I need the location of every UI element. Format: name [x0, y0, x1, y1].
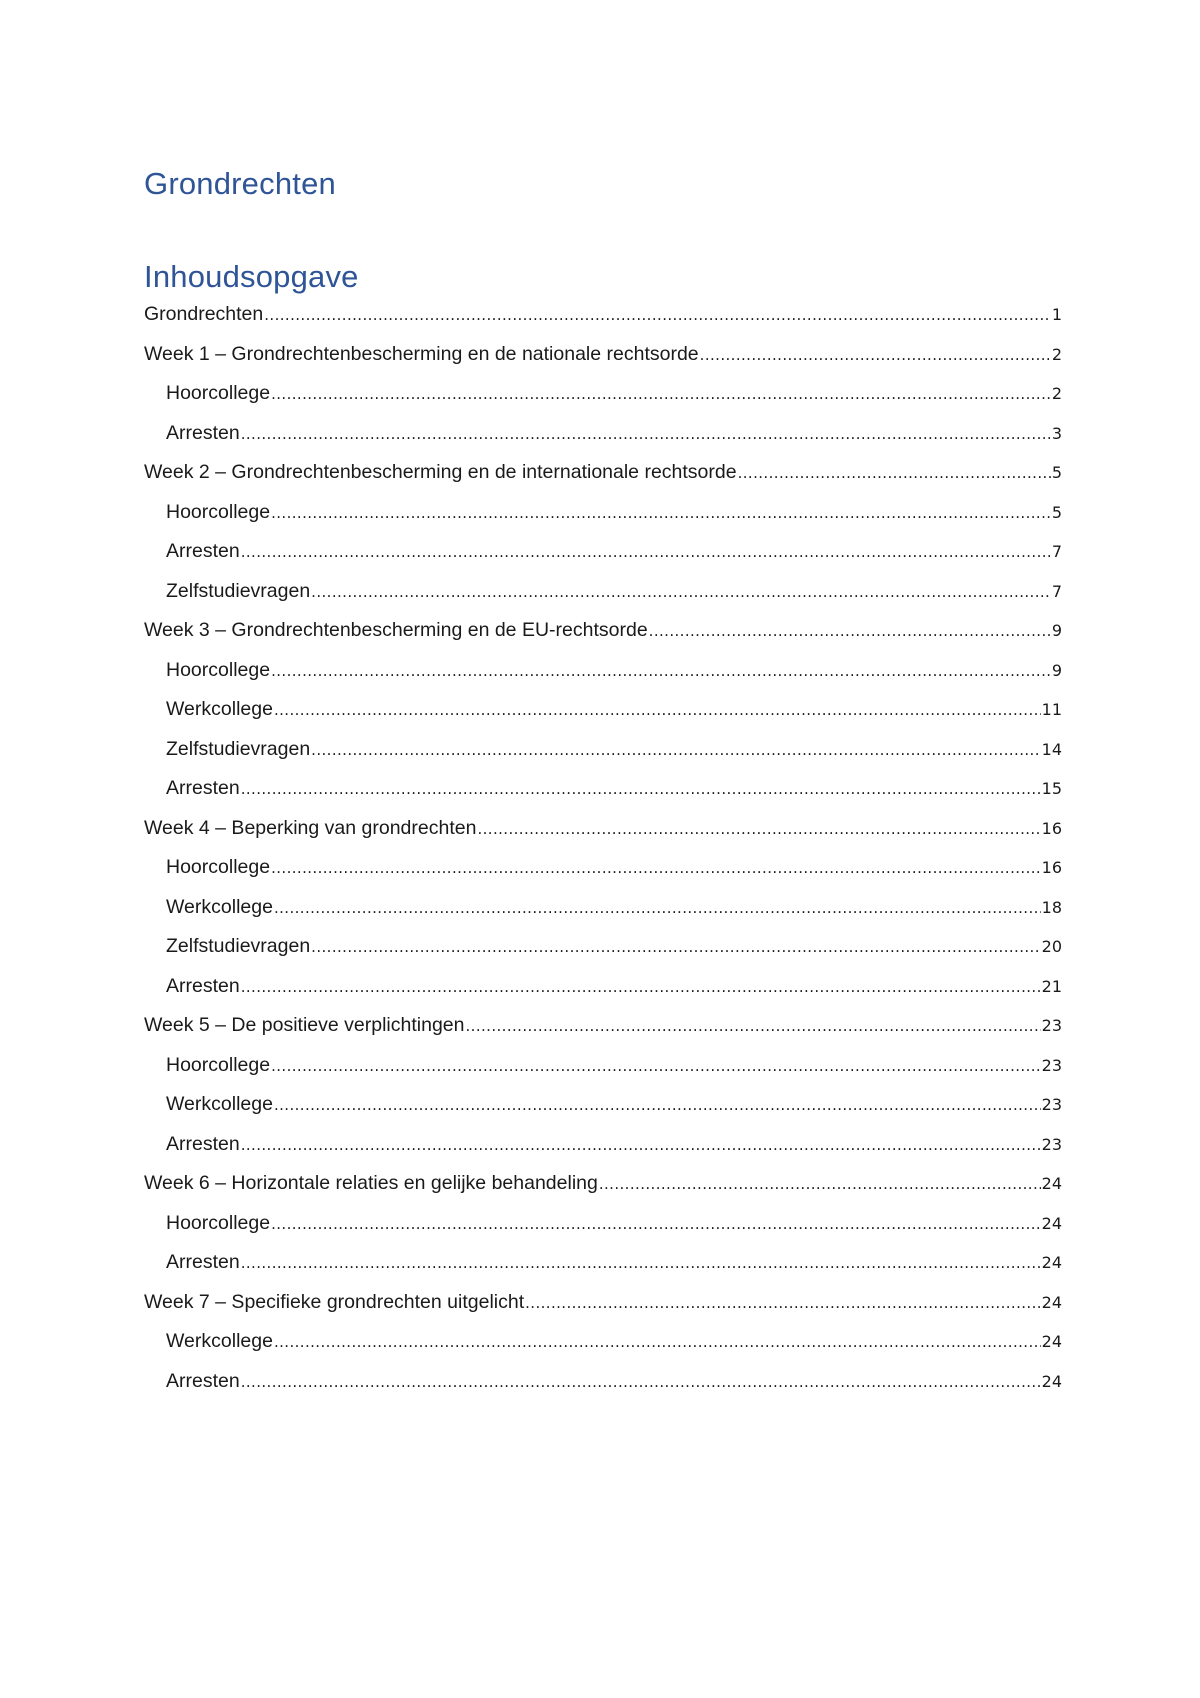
toc-dot-leader [525, 1286, 1041, 1319]
toc-dot-leader [311, 575, 1051, 608]
toc-dot-leader [477, 812, 1040, 845]
toc-page-number: 7 [1051, 581, 1062, 601]
toc-entry-text: Week 7 – Specifieke grondrechten uitgelicht [144, 1290, 525, 1313]
toc-page-number: 1 [1051, 305, 1062, 324]
toc-entry-week[interactable] [144, 456, 1062, 496]
toc-entry-subsection[interactable] [144, 654, 1062, 694]
toc-entry-subsection[interactable] [144, 772, 1062, 812]
toc-page-number: 23 [1041, 1016, 1062, 1035]
toc-entry-week[interactable] [144, 1167, 1062, 1207]
toc-entry-subsection[interactable] [144, 1088, 1062, 1128]
toc-entry-text: Arresten [166, 421, 240, 444]
toc-entry-text: Zelfstudievragen [166, 935, 311, 957]
toc-page-number: 16 [1041, 818, 1062, 838]
table-of-contents [144, 298, 1062, 1404]
toc-entry-subsection[interactable] [144, 891, 1062, 931]
toc-entry-subsection[interactable] [144, 1325, 1062, 1365]
toc-entry-text: Week 5 – De positieve verplichtingen [144, 1014, 465, 1036]
toc-entry-text: Hoorcollege [166, 856, 271, 878]
toc-page-number: 24 [1041, 1174, 1062, 1193]
toc-entry-subsection[interactable] [144, 1049, 1062, 1089]
toc-page-number: 24 [1041, 1371, 1062, 1391]
toc-page-number: 23 [1041, 1055, 1062, 1075]
toc-entry-subsection[interactable] [144, 733, 1062, 773]
toc-entry-subsection[interactable] [144, 693, 1062, 733]
toc-entry-text: Week 3 – Grondrechtenbescherming en de EU-rechtsorde [144, 619, 648, 641]
toc-entry-text: Werkcollege [166, 895, 273, 918]
toc-dot-leader [274, 1088, 1041, 1121]
toc-entry-text: Week 4 – Beperking van grondrechten [144, 816, 477, 839]
toc-dot-leader [271, 496, 1051, 529]
toc-dot-leader [271, 377, 1051, 410]
toc-entry-subsection[interactable] [144, 1128, 1062, 1168]
toc-dot-leader [311, 733, 1040, 766]
toc-entry-subsection[interactable] [144, 496, 1062, 536]
toc-page-number: 24 [1041, 1253, 1062, 1272]
toc-dot-leader [241, 1365, 1041, 1398]
toc-dot-leader [274, 693, 1041, 726]
toc-dot-leader [241, 970, 1041, 1003]
toc-entry-week[interactable] [144, 1009, 1062, 1049]
toc-entry-text: Week 2 – Grondrechtenbescherming en de internationale rechtsorde [144, 461, 737, 483]
toc-page-number: 20 [1041, 937, 1062, 956]
toc-entry-text: Arresten [166, 1251, 240, 1273]
toc-page-number: 7 [1051, 542, 1062, 561]
toc-entry-subsection[interactable] [144, 1246, 1062, 1286]
toc-dot-leader [465, 1009, 1040, 1042]
toc-dot-leader [241, 772, 1041, 805]
toc-entry-week[interactable] [144, 812, 1062, 852]
toc-page-number: 3 [1051, 423, 1062, 443]
toc-entry-week[interactable] [144, 338, 1062, 378]
toc-entry-subsection[interactable] [144, 417, 1062, 457]
toc-entry-text: Arresten [166, 974, 240, 997]
toc-entry-subsection[interactable] [144, 930, 1062, 970]
toc-entry-subsection[interactable] [144, 970, 1062, 1010]
toc-entry-subsection[interactable] [144, 1207, 1062, 1247]
toc-dot-leader [599, 1167, 1041, 1200]
toc-entry-week[interactable] [144, 1286, 1062, 1326]
toc-dot-leader [274, 891, 1041, 924]
toc-dot-leader [271, 654, 1051, 687]
toc-entry-text: Arresten [166, 777, 240, 799]
toc-page-number: 24 [1041, 1332, 1062, 1351]
toc-entry-text: Arresten [166, 1369, 240, 1392]
toc-entry-text: Zelfstudievragen [166, 579, 311, 602]
toc-entry-text: Hoorcollege [166, 1053, 271, 1076]
toc-entry-text: Hoorcollege [166, 1211, 271, 1234]
toc-page-number: 11 [1041, 700, 1062, 719]
toc-entry-text: Week 1 – Grondrechtenbescherming en de nationale rechtsorde [144, 342, 699, 365]
toc-dot-leader [700, 338, 1051, 371]
toc-entry-subsection[interactable] [144, 851, 1062, 891]
toc-dot-leader [241, 417, 1051, 450]
toc-dot-leader [271, 851, 1041, 884]
toc-entry-week[interactable] [144, 614, 1062, 654]
toc-page-number: 5 [1051, 463, 1062, 482]
toc-dot-leader [241, 1128, 1041, 1161]
toc-dot-leader [649, 614, 1051, 647]
toc-entry-week[interactable] [144, 298, 1062, 338]
toc-page-number: 24 [1041, 1213, 1062, 1233]
toc-page-number: 16 [1041, 858, 1062, 877]
toc-page-number: 2 [1051, 344, 1062, 364]
toc-entry-text: Grondrechten [144, 303, 264, 325]
toc-dot-leader [738, 456, 1051, 489]
toc-entry-text: Hoorcollege [166, 500, 271, 523]
toc-page-number: 23 [1041, 1134, 1062, 1154]
toc-page-number: 21 [1041, 976, 1062, 996]
toc-entry-text: Zelfstudievragen [166, 737, 311, 760]
toc-entry-subsection[interactable] [144, 377, 1062, 417]
toc-page-number: 9 [1051, 621, 1062, 640]
toc-entry-text: Week 6 – Horizontale relaties en gelijke behandeling [144, 1172, 598, 1194]
toc-dot-leader [271, 1049, 1041, 1082]
toc-dot-leader [274, 1325, 1041, 1358]
toc-page-number: 23 [1041, 1095, 1062, 1114]
toc-dot-leader [241, 1246, 1041, 1279]
toc-entry-text: Hoorcollege [166, 382, 271, 404]
toc-page-number: 15 [1041, 779, 1062, 798]
toc-entry-text: Werkcollege [166, 1330, 273, 1352]
toc-entry-text: Hoorcollege [166, 658, 271, 681]
toc-page-number: 2 [1051, 384, 1062, 403]
toc-entry-text: Arresten [166, 1132, 240, 1155]
toc-page-number: 5 [1051, 502, 1062, 522]
toc-entry-subsection[interactable] [144, 1365, 1062, 1405]
toc-page-number: 18 [1041, 897, 1062, 917]
toc-dot-leader [264, 298, 1051, 331]
document-title: Grondrechten [144, 166, 336, 201]
toc-heading: Inhoudsopgave [144, 259, 359, 294]
toc-entry-text: Werkcollege [166, 1093, 273, 1115]
toc-entry-subsection[interactable] [144, 575, 1062, 615]
toc-entry-subsection[interactable] [144, 535, 1062, 575]
toc-entry-text: Werkcollege [166, 698, 273, 720]
toc-page-number: 14 [1041, 739, 1062, 759]
toc-page-number: 9 [1051, 660, 1062, 680]
toc-dot-leader [271, 1207, 1041, 1240]
toc-entry-text: Arresten [166, 540, 240, 562]
toc-dot-leader [241, 535, 1051, 568]
toc-page-number: 24 [1041, 1292, 1062, 1312]
toc-dot-leader [311, 930, 1040, 963]
